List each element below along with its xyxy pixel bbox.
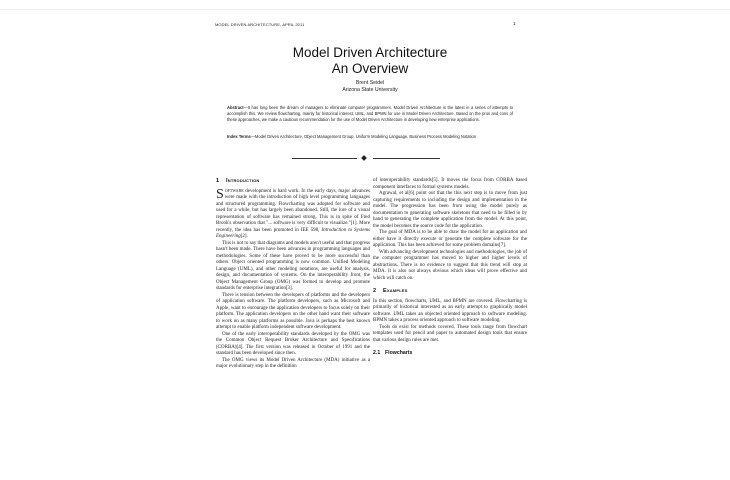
right-column bbox=[373, 178, 527, 357]
intro-paragraph-1 bbox=[216, 186, 370, 241]
examples-paragraph-1: In this section, flowcharts, UML, and BPMN are covered. Flowcharting is primarily of historical interested as an early attempt to graphically model software. UML takes an objected oriented approach to software modeling. BPMN takes a process oriented approach to software modeling. bbox=[373, 298, 527, 323]
intro-paragraph-7: Agrawal, et al[6] point out that the this next step is to move from just capturing requirements to including the design and implementation in the model. The progression has been from using the model purely as documentation to generating software skeletons that need to be filled in by hand to generating the complete application from the model. At this point, the model becomes the source code for the application. bbox=[373, 191, 527, 229]
intro-paragraph-4: One of the early interoperability standards developed by the OMG was the Common Object Request Broker Architecture and Specifications (CORBA)[4]. The first version was released in October of 1991 and the standard has been developed since then. bbox=[216, 331, 370, 356]
intro-paragraph-3: There is tension between the developers of platforms and the developers of application software. The platform developers, such as Microsoft and Apple, want to encourage the application developers to focus solely on their platform. The application developers on the other hand want their software to work on as many platforms as possible. Java is perhaps the best known attempt to enable platform independent software development. bbox=[216, 292, 370, 330]
intro-paragraph-5: The OMG views its Model Driven Architecture (MDA) initiative as a major evolutionary step in the definition bbox=[216, 357, 370, 369]
author-affiliation: Arizona State University bbox=[342, 87, 398, 93]
page-top-border bbox=[0, 9, 730, 10]
left-column bbox=[216, 178, 370, 371]
examples-paragraph-2: Tools do exist for methods covered. These tools range from flowchart templates used for pencil and paper to automated design tools that ensure that various design rules are met. bbox=[373, 324, 527, 343]
paper-title-line-2: An Overview bbox=[331, 61, 409, 76]
index-terms-label: Index Terms bbox=[227, 134, 251, 139]
intro-p1-text: development is hard work. In the early days, major advances were made with the introduction of high level programming languages and structured programming. Flowcharting was adopted for software and used for a while, but has largely been abandoned. Still, the lure of a visual representation of software has remained strong. This is in spite of Fred Brook's observation that "... software is very difficult to visualize."[1]. More recently, the idea has been promoted in IEE 598, bbox=[216, 188, 370, 233]
drop-cap: S bbox=[216, 186, 224, 202]
subsection-number: 2.1 bbox=[373, 350, 381, 356]
paper-title-line-1: Model Driven Architecture bbox=[292, 45, 448, 60]
subsection-heading-flowcharts bbox=[373, 350, 527, 357]
intro-p1-italic: Introduction to Systems Engineering bbox=[216, 227, 370, 239]
index-terms bbox=[227, 134, 513, 140]
section-title: Examples bbox=[383, 288, 408, 294]
author-name: Brent Seidel bbox=[355, 80, 385, 86]
running-head: MODEL DRIVEN ARCHITECTURE, APRIL 2011 bbox=[215, 22, 305, 27]
section-heading-examples bbox=[373, 288, 527, 295]
abstract-label: Abstract bbox=[227, 105, 244, 110]
section-divider-left bbox=[292, 158, 357, 159]
page-number: 1 bbox=[513, 21, 516, 26]
subsection-title: Flowcharts bbox=[385, 350, 413, 356]
section-heading-introduction bbox=[216, 178, 370, 185]
intro-p1-end: [2]. bbox=[240, 234, 248, 239]
section-title: Introduction bbox=[226, 178, 260, 184]
intro-paragraph-8: The goal of MDA is to be able to draw the model for an application and either have it directly execute or generate the complete software for the application. This has been achieved for some problem domains[7]. bbox=[373, 230, 527, 248]
index-terms-text: —Model Driven Architecture, Object Management Group, Uniform Modeling Language, Business Process Modeling Notation bbox=[250, 134, 477, 139]
section-number: 1 bbox=[216, 178, 220, 184]
smallcaps-lead: oftware bbox=[224, 188, 244, 194]
section-divider-right bbox=[373, 158, 440, 159]
intro-paragraph-9: With advancing development technologies and methodologies, the job of the computer programmer has moved to higher and higher levels of abstractions. There is no evidence to suggest that this trend will stop at MDA. It is also not always obvious which ideas will prove effective and which will catch on. bbox=[373, 249, 527, 281]
section-number: 2 bbox=[373, 288, 377, 294]
abstract bbox=[227, 105, 513, 123]
intro-paragraph-2: This is not to say that diagrams and models aren't useful and that progress hasn't been made. There have been advances in programming languages and methodologies. Some of these have proved to be more successful than others. Object oriented programming is now common. Unified Modeling Language (UML), and other modeling notations, are useful for analysis, design, and documentation of systems. On the interoperability front, the Object Management Group (OMG) was formed to develop and promote standards for enterprise integration[3]. bbox=[216, 240, 370, 291]
abstract-text: —It has long been the dream of managers to eliminate computer programmers. Model Driven Architecture is the latest in a series of attempts to accomplish this. We review flowcharting, mainly for historical interest, UML, and BPMN for use in Model Driven Architecture. Based on the pros and cons of these approaches, we make a cautious recommendation for the use of Model Driven Architecture in developing new enterprise applications. bbox=[227, 105, 513, 122]
intro-paragraph-6: of interoperability standards[5]. It moves the focus from CORBA based component interfaces to formal systems models. bbox=[373, 178, 527, 190]
diamond-ornament-icon bbox=[361, 155, 367, 161]
